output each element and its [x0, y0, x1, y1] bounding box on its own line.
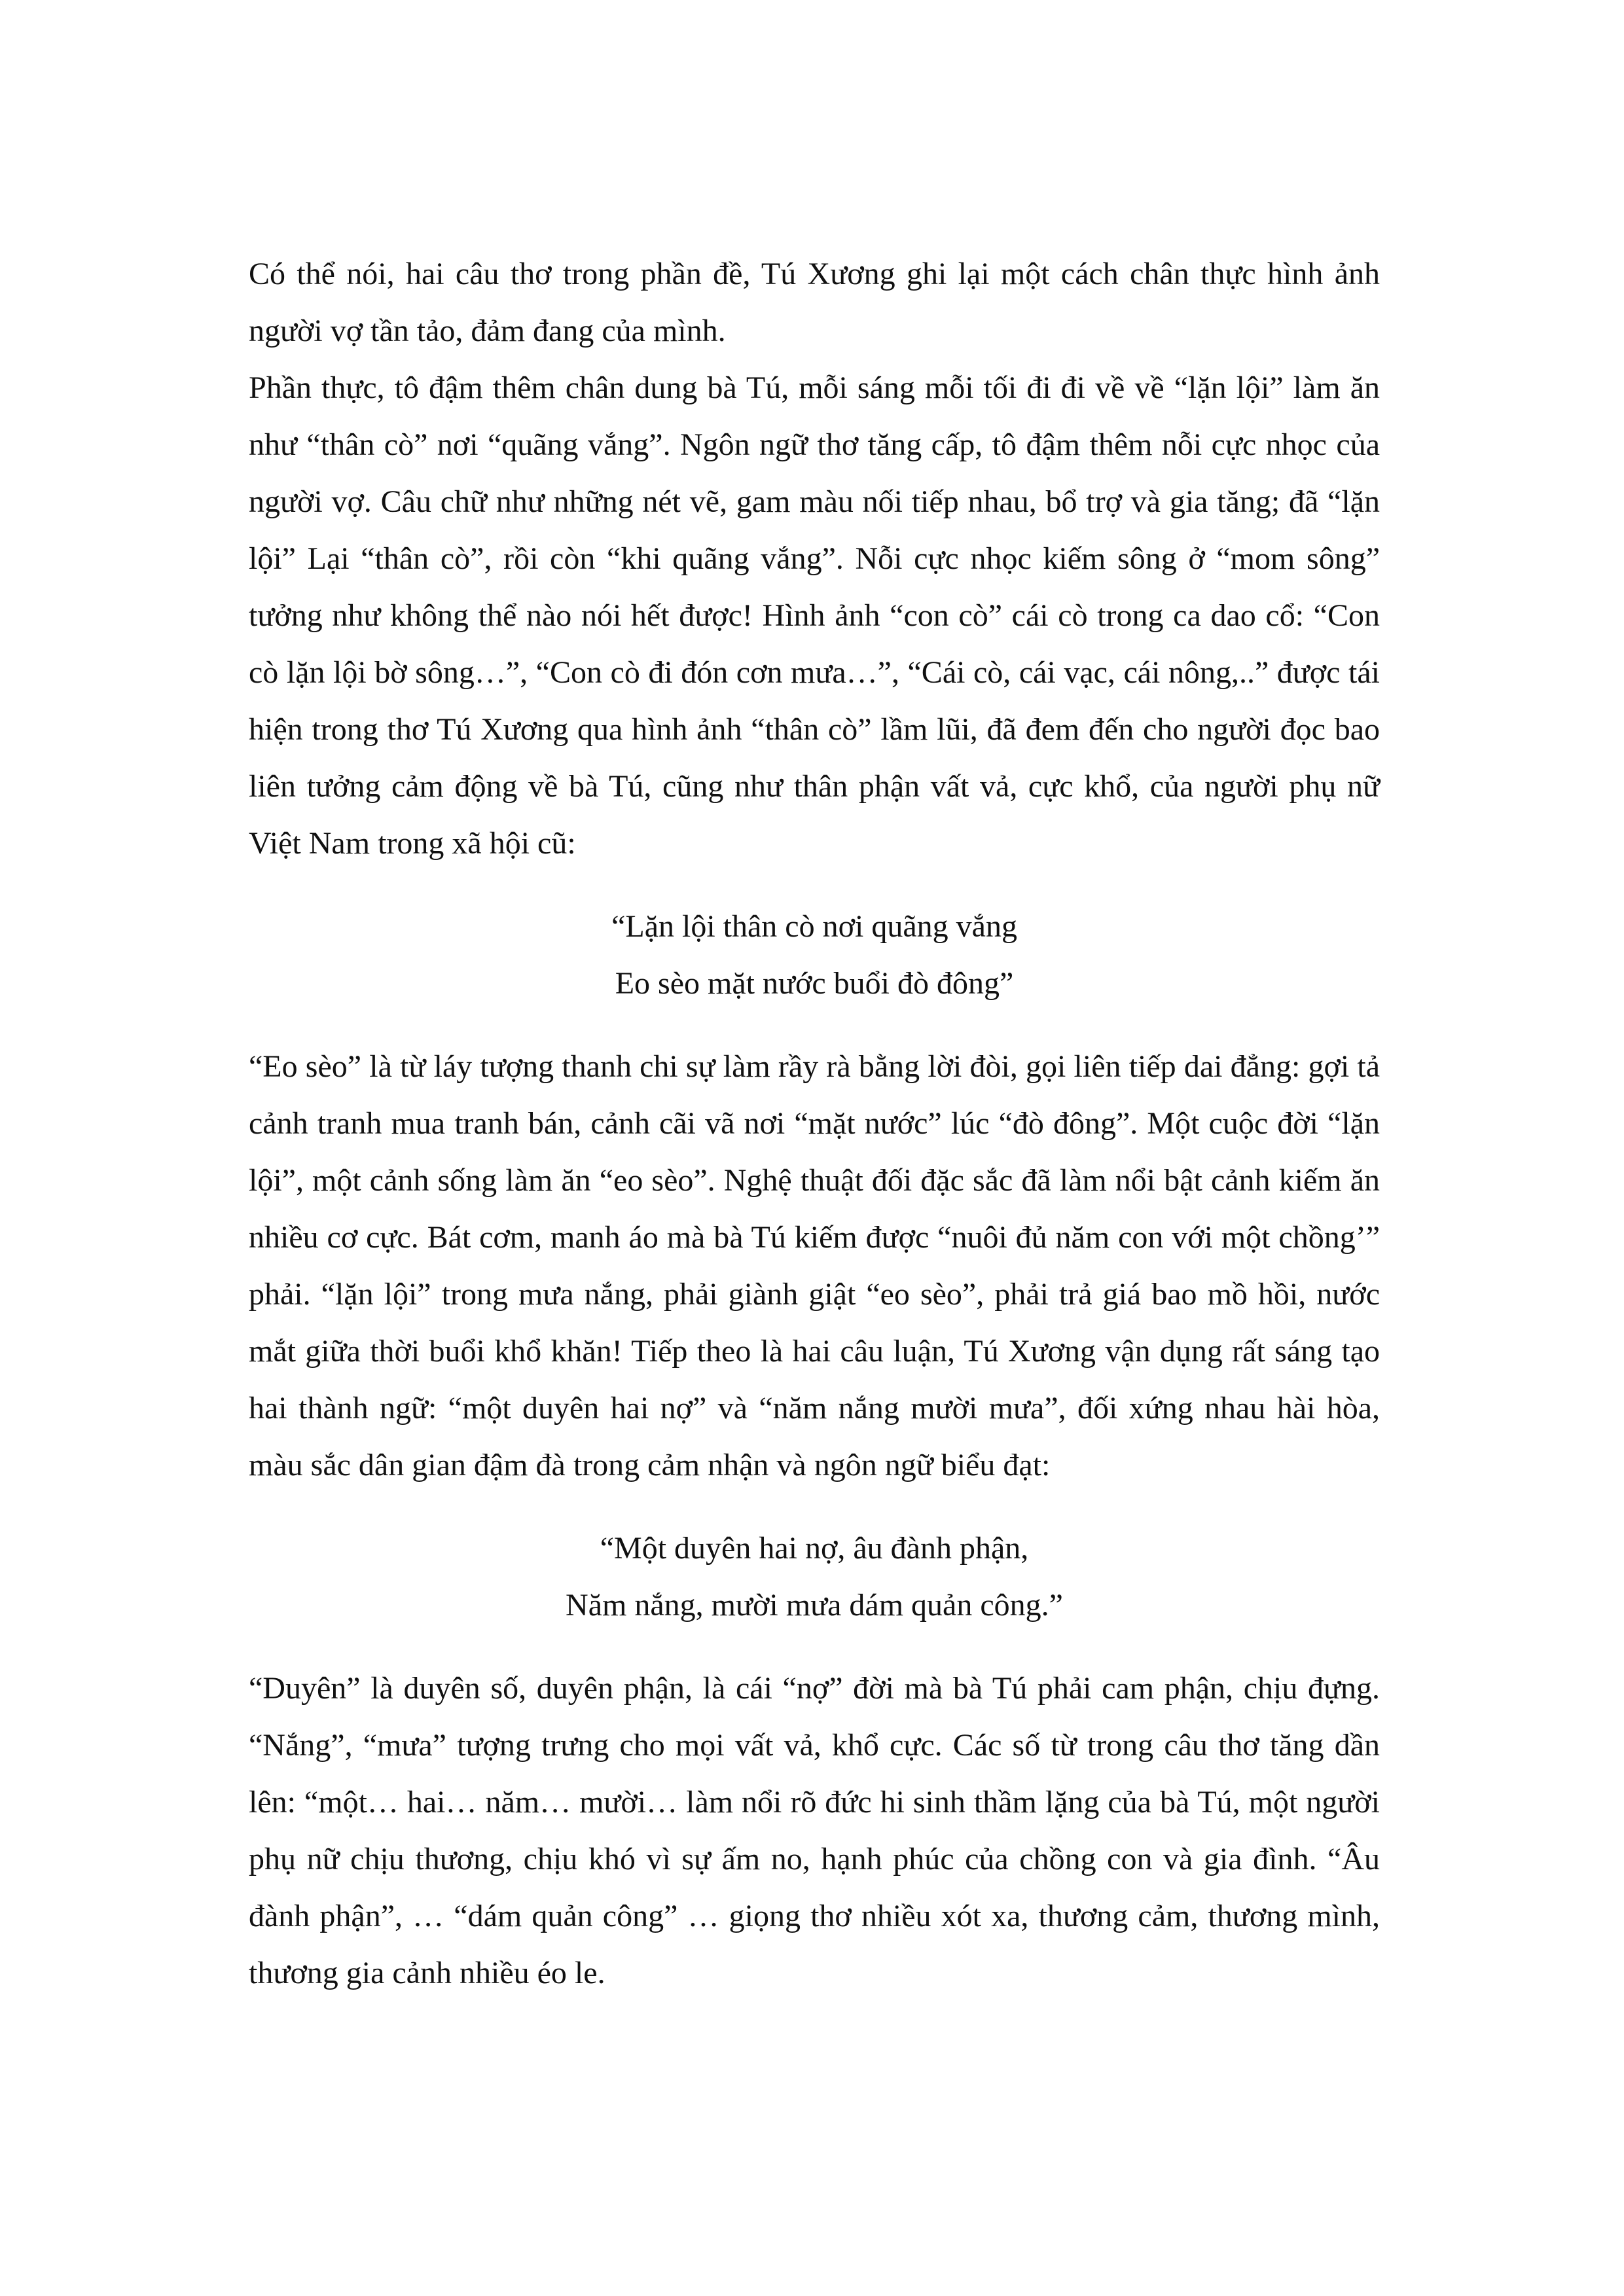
verse-line: Eo sèo mặt nước buổi đò đông”	[615, 966, 1014, 1001]
verse-line: “Lặn lội thân cò nơi quãng vắng	[611, 909, 1017, 944]
paragraph-intro: Có thể nói, hai câu thơ trong phần đề, Tú Xương ghi lại một cách chân thực hình ảnh người vợ tần tảo, đảm đang của mình.	[249, 257, 1380, 348]
verse-line: “Một duyên hai nợ, âu đành phận,	[600, 1531, 1029, 1566]
document-page	[249, 245, 1380, 2001]
verse-line: Năm nắng, mười mưa dám quản công.”	[566, 1588, 1063, 1623]
verse-quote-2	[249, 1520, 1380, 1634]
paragraph-phan-thuc: Phần thực, tô đậm thêm chân dung bà Tú, mỗi sáng mỗi tối đi đi về về “lặn lội” làm ăn như “thân cò” nơi “quãng vắng”. Ngôn ngữ thơ tăng cấp, tô đậm thêm nỗi cực nhọc của người vợ. Câu chữ như những nét vẽ, gam màu nối tiếp nhau, bổ trợ và gia tăng; đã “lặn lội” Lại “thân cò”, rồi còn “khi quãng vắng”. Nỗi cực nhọc kiếm sông ở “mom sông” tưởng như không thể nào nói hết được! Hình ảnh “con cò” cái cò trong ca dao cổ: “Con cò lặn lội bờ sông…”, “Con cò đi đón cơn mưa…”, “Cái cò, cái vạc, cái nông,..” được tái hiện trong thơ Tú Xương qua hình ảnh “thân cò” lầm lũi, đã đem đến cho người đọc bao liên tưởng cảm động về bà Tú, cũng như thân phận vất vả, cực khổ, của người phụ nữ Việt Nam trong xã hội cũ:	[249, 370, 1380, 861]
paragraph-duyen: “Duyên” là duyên số, duyên phận, là cái “nợ” đời mà bà Tú phải cam phận, chịu đựng. “Nắng”, “mưa” tượng trưng cho mọi vất vả, khổ cực. Các số từ trong câu thơ tăng dần lên: “một… hai… năm… mười… làm nổi rõ đức hi sinh thầm lặng của bà Tú, một người phụ nữ chịu thương, chịu khó vì sự ấm no, hạnh phúc của chồng con và gia đình. “Âu đành phận”, … “dám quản công” … giọng thơ nhiều xót xa, thương cảm, thương mình, thương gia cảnh nhiều éo le.	[249, 1671, 1380, 1990]
verse-quote-1	[249, 898, 1380, 1012]
paragraph-eo-seo: “Eo sèo” là từ láy tượng thanh chi sự làm rầy rà bằng lời đòi, gọi liên tiếp dai đẳng: gợi tả cảnh tranh mua tranh bán, cảnh cãi vã nơi “mặt nước” lúc “đò đông”. Một cuộc đời “lặn lội”, một cảnh sống làm ăn “eo sèo”. Nghệ thuật đối đặc sắc đã làm nổi bật cảnh kiếm ăn nhiều cơ cực. Bát cơm, manh áo mà bà Tú kiếm được “nuôi đủ năm con với một chồng’” phải. “lặn lội” trong mưa nắng, phải giành giật “eo sèo”, phải trả giá bao mồ hồi, nước mắt giữa thời buổi khổ khăn! Tiếp theo là hai câu luận, Tú Xương vận dụng rất sáng tạo hai thành ngữ: “một duyên hai nợ” và “năm nắng mười mưa”, đối xứng nhau hài hòa, màu sắc dân gian đậm đà trong cảm nhận và ngôn ngữ biểu đạt:	[249, 1049, 1380, 1482]
